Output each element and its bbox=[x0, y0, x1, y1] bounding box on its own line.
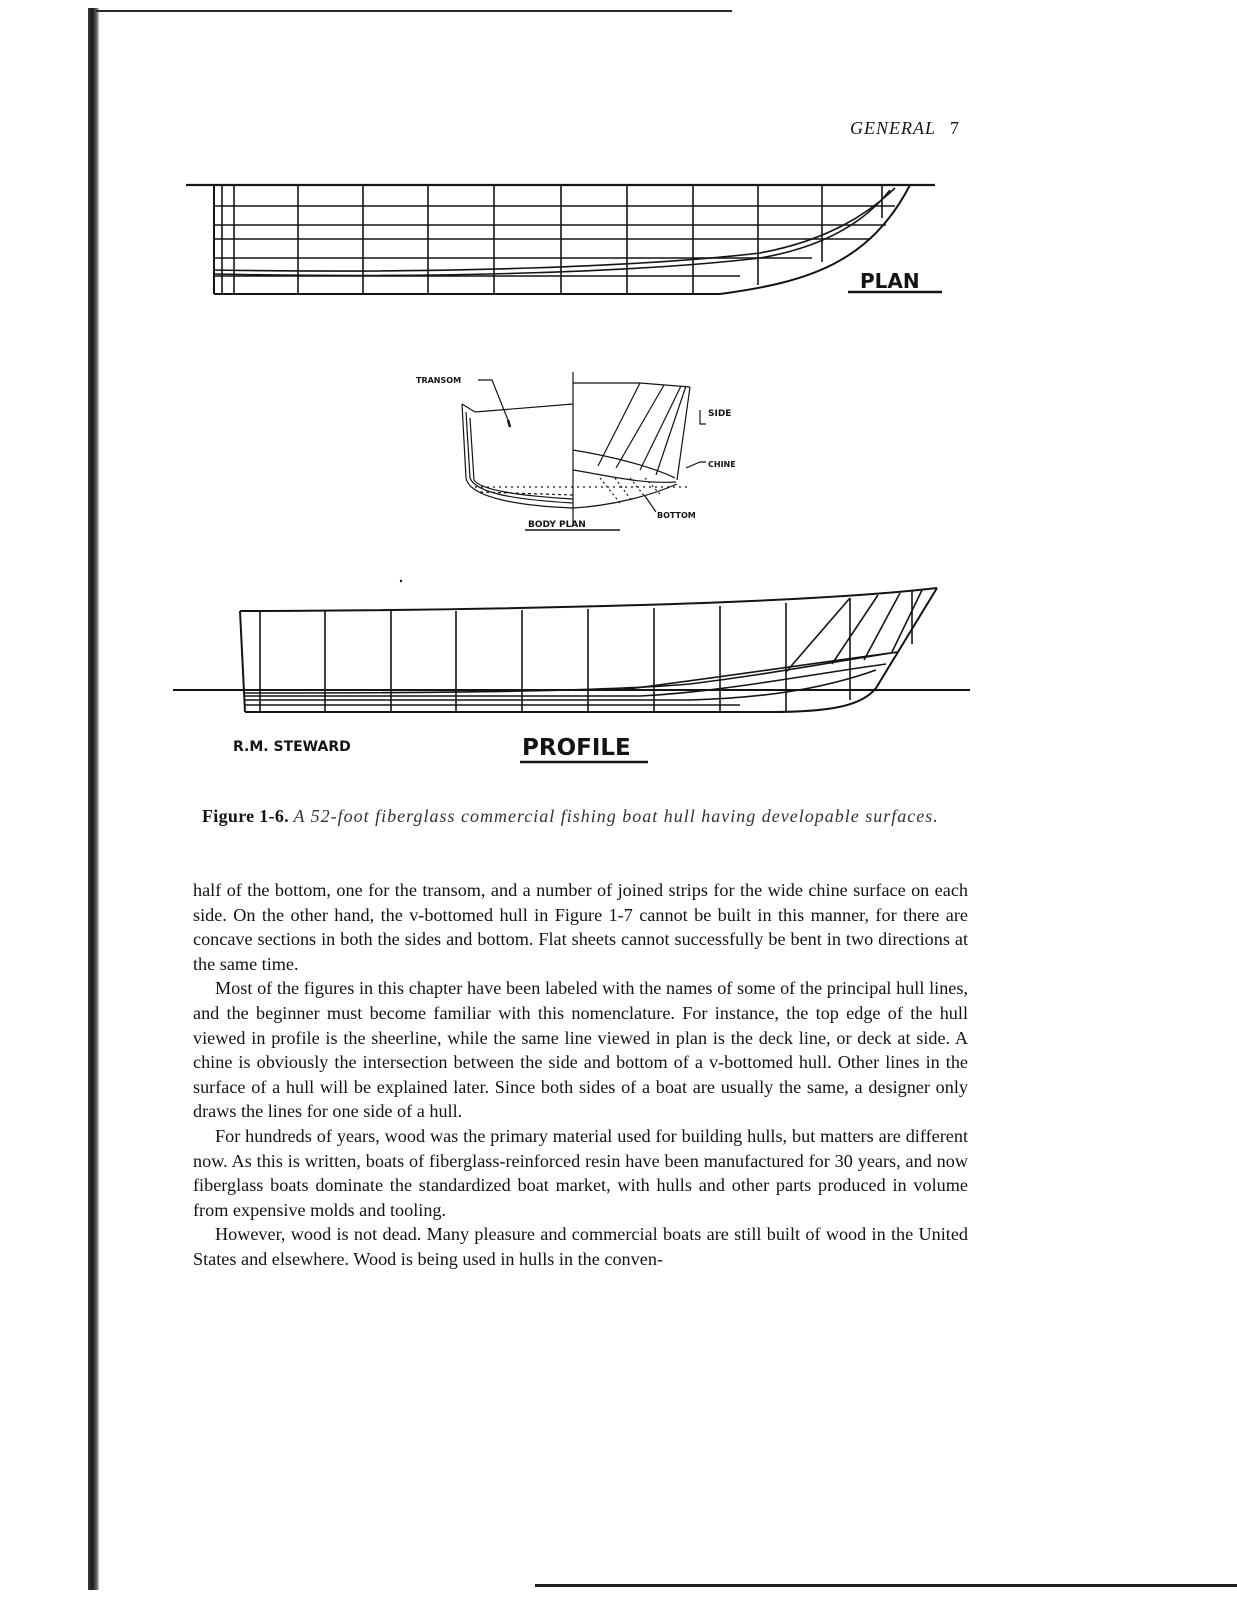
profile-label: PROFILE bbox=[522, 735, 631, 761]
side-label: SIDE bbox=[708, 409, 732, 419]
body-plan bbox=[416, 372, 736, 530]
figure-caption bbox=[202, 803, 972, 829]
body-text bbox=[193, 878, 968, 1272]
paragraph: Most of the figures in this chapter have been labeled with the names of some of the principal hull lines, and the beginner must become familiar with this nomenclature. For instance, the top edge of the hull viewed in profile is the sheerline, while the same line viewed in plan is the deck line, or deck at side. A chine is obviously the intersection between the side and bottom of a v-bottomed hull. Other lines in the surface of a hull will be explained later. Since both sides of a boat are usually the same, a designer only draws the lines for one side of a hull. bbox=[193, 978, 968, 1122]
bottom-label: BOTTOM bbox=[657, 511, 696, 520]
signature-steward: R.M. STEWARD bbox=[233, 739, 351, 755]
paragraph: For hundreds of years, wood was the primary material used for building hulls, but matters are different now. As this is written, boats of fiberglass-reinforced resin have been manufactured for 30 years, and now fiberglass boats dominate the standardized boat market, with hulls and other parts produced in volume from expensive molds and tooling. bbox=[193, 1125, 968, 1220]
transom-label: TRANSOM bbox=[416, 376, 462, 385]
plan-view bbox=[186, 185, 942, 294]
figure-caption-text: A 52-foot fiberglass commercial fishing boat hull having developable surfaces. bbox=[293, 806, 939, 826]
figure-label: Figure 1-6. bbox=[202, 806, 289, 826]
body-plan-label: BODY PLAN bbox=[528, 520, 586, 530]
scan-bottom-rule bbox=[535, 1584, 1237, 1587]
paragraph: However, wood is not dead. Many pleasure and commercial boats are still built of wood in the United States and elsewhere. Wood is being used in hulls in the conven- bbox=[193, 1224, 968, 1269]
paragraph: half of the bottom, one for the transom, and a number of joined strips for the wide chine surface on each side. On the other hand, the v-bottomed hull in Figure 1-7 cannot be built in this manner, for there are concave sections in both the sides and bottom. Flat sheets cannot successfully be bent in two directions at the same time. bbox=[193, 880, 968, 974]
running-head-title: GENERAL bbox=[850, 118, 936, 138]
chine-label: CHINE bbox=[708, 460, 736, 469]
page-number: 7 bbox=[950, 118, 960, 138]
profile-view bbox=[173, 580, 970, 762]
plan-label: PLAN bbox=[860, 269, 920, 293]
hull-lines-drawing bbox=[0, 0, 1237, 800]
